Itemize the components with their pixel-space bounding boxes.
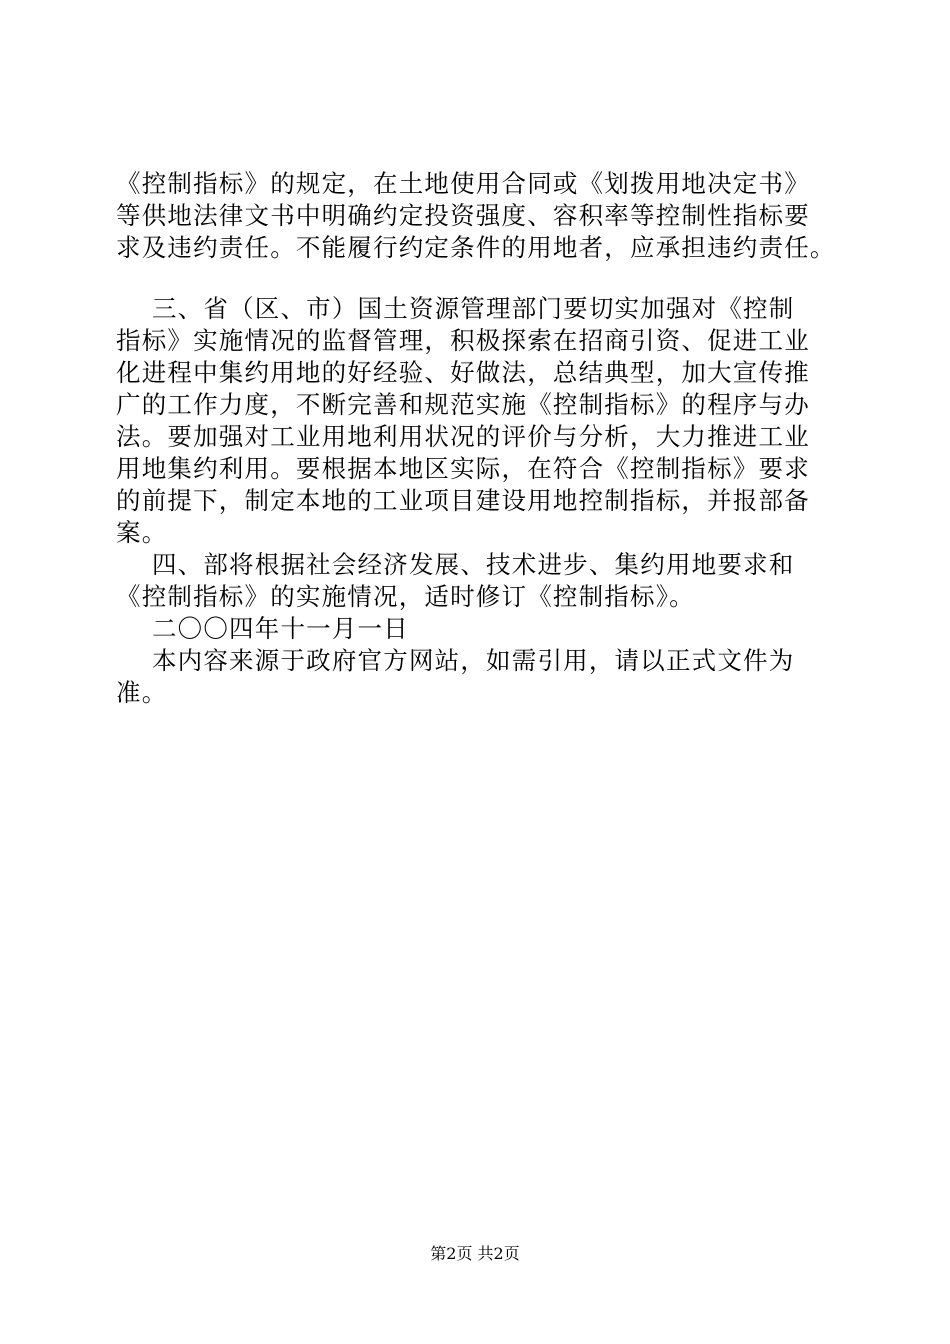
text-line: 指标》实施情况的监督管理，积极探索在招商引资、促进工业 — [116, 326, 810, 355]
text-line: 等供地法律文书中明确约定投资强度、容积率等控制性指标要 — [116, 201, 810, 230]
text-line: 的前提下，制定本地的工业项目建设用地控制指标，并报部备 — [116, 486, 810, 515]
page-number-footer: 第2页 共2页 — [430, 1244, 520, 1263]
text-line: 《控制指标》的规定，在土地使用合同或《划拨用地决定书》 — [116, 169, 810, 198]
date-line: 二〇〇四年十一月一日 — [116, 614, 409, 643]
text-line: 三、省（区、市）国土资源管理部门要切实加强对《控制 — [116, 294, 795, 323]
text-line: 用地集约利用。要根据本地区实际，在符合《控制指标》要求 — [116, 454, 810, 483]
text-line: 准。 — [116, 678, 168, 707]
document-body — [116, 168, 846, 709]
text-line: 四、部将根据社会经济发展、技术进步、集约用地要求和 — [116, 550, 795, 579]
text-line: 法。要加强对工业用地利用状况的评价与分析，大力推进工业 — [116, 422, 810, 451]
text-line: 广的工作力度，不断完善和规范实施《控制指标》的程序与办 — [116, 390, 810, 419]
text-line: 本内容来源于政府官方网站，如需引用，请以正式文件为 — [116, 646, 795, 675]
paragraph-gap — [116, 264, 846, 293]
text-line: 求及违约责任。不能履行约定条件的用地者，应承担违约责任。 — [116, 233, 836, 262]
text-line: 案。 — [116, 518, 168, 547]
text-line: 化进程中集约用地的好经验、好做法，总结典型，加大宣传推 — [116, 358, 810, 387]
text-line: 《控制指标》的实施情况，适时修订《控制指标》。 — [116, 582, 695, 611]
